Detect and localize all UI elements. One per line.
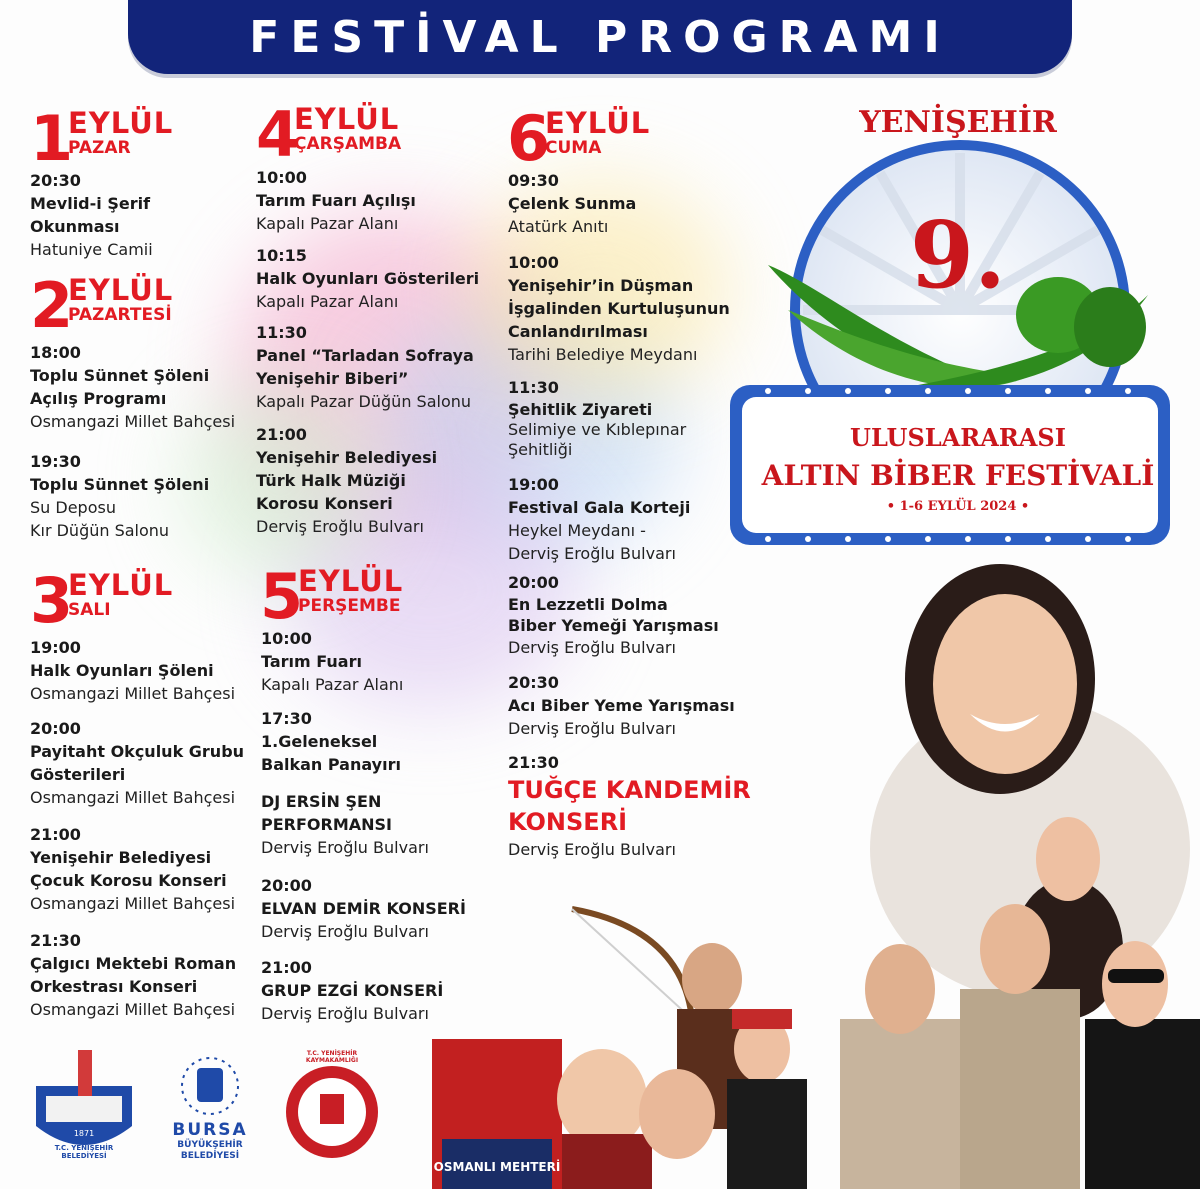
day-number: 4 [256,98,296,171]
day-month: EYLÜL [298,564,404,598]
event-time: 18:00 [30,343,81,362]
badge-town: YENİŞEHİR [859,105,1057,140]
day-number: 2 [30,269,70,342]
building-icon [320,1094,344,1124]
day-month: EYLÜL [294,102,400,136]
event-time: 20:00 [261,876,312,895]
sunglasses-icon [1108,969,1164,983]
artists-photo [840,549,1200,1189]
event-item [261,790,511,859]
event-place: Kapalı Pazar Alanı [256,292,399,311]
event-item [30,170,245,261]
bursa-emblem-icon [197,1068,223,1102]
event-place: Derviş Eroğlu Bulvarı [508,840,676,859]
day-month: EYLÜL [68,273,174,307]
day-name: ÇARŞAMBA [294,134,402,154]
event-time: 20:00 [508,573,559,592]
archer-face [682,943,742,1015]
page-title: FESTİVAL PROGRAMI [249,12,951,63]
event-place: Osmangazi Millet Bahçesi [30,1000,236,1019]
logo-ring-text: T.C. YENİŞEHİR BELEDİYESİ [54,1144,114,1160]
event-place: Kapalı Pazar Düğün Salonu [256,392,472,411]
artist-shirt [1085,1019,1200,1189]
folklore-photo [432,889,862,1189]
event-time: 17:30 [261,709,312,728]
event-item [508,572,738,659]
artist-face [1036,817,1100,901]
event-title: Tarım Fuarı [261,652,362,671]
day-name: PERŞEMBE [298,596,401,616]
event-title: Toplu Sünnet Şöleni [30,475,210,494]
artist-face [865,944,935,1034]
event-time: 10:15 [256,246,307,265]
bursa-main: BURSA [172,1120,248,1140]
event-time: 21:00 [30,825,81,844]
event-item [508,170,738,238]
event-item-headliner [508,752,808,861]
badge-line2: ALTIN BİBER FESTİVALİ [761,459,1155,492]
event-title: Halk Oyunları Gösterileri [256,269,480,288]
event-item [256,167,506,235]
event-title: ELVAN DEMİR KONSERİ [261,899,466,918]
logo-year: 1871 [73,1129,95,1138]
artist-face [980,904,1050,994]
dancer-headdress [732,1009,792,1029]
event-place: Kapalı Pazar Alanı [261,675,404,694]
event-place: Osmangazi Millet Bahçesi [30,412,236,431]
event-place: Kapalı Pazar Alanı [256,214,399,233]
event-place: Tarihi Belediye Meydanı [508,345,698,364]
event-title: DJ ERSİN ŞEN PERFORMANSI [261,792,392,834]
day-header-3 [30,564,230,637]
dancer-costume [727,1079,807,1189]
event-time: 10:00 [256,168,307,187]
event-item [261,628,511,696]
day-number: 1 [30,102,70,175]
event-title: Yenişehir Belediyesi Çocuk Korosu Konseri [30,848,227,890]
event-item [256,424,506,538]
event-item [508,377,738,460]
day-month: EYLÜL [68,568,174,602]
event-time: 21:30 [30,931,81,950]
event-item [256,245,506,313]
event-item [30,637,245,705]
event-title: GRUP EZGİ KONSERİ [261,981,444,1000]
header-banner [128,0,1072,74]
event-item [30,718,245,809]
event-title: Çalgıcı Mektebi Roman Orkestrası Konseri [30,954,237,996]
artist-suit [960,989,1080,1189]
day-header-4 [256,98,476,171]
event-time: 11:30 [256,323,307,342]
child-face [639,1069,715,1159]
event-title: Çelenk Sunma [508,194,637,213]
event-time: 20:30 [30,171,81,190]
day-number: 5 [260,560,300,633]
event-title: Mevlid-i Şerif Okunması [30,194,151,236]
bell-pepper-icon [1074,287,1146,367]
event-title: Yenişehir’in Düşman İşgalinden Kurtuluşunun Canlandırılması [508,276,730,341]
event-place: Derviş Eroğlu Bulvarı [508,719,676,738]
singer-face [933,594,1077,774]
badge-edition: 9. [909,201,1007,309]
logo-bursa-buyuksehir [170,1056,250,1181]
event-place: Su Deposu Kır Düğün Salonu [30,498,170,540]
badge-line1: ULUSLARARASI [850,423,1066,452]
event-time: 20:30 [508,673,559,692]
event-place: Derviş Eroğlu Bulvarı [508,638,676,657]
event-time: 10:00 [508,253,559,272]
event-item [30,342,245,433]
event-place: Osmangazi Millet Bahçesi [30,684,236,703]
bursa-sub: BÜYÜKŞEHİR BELEDİYESİ [177,1140,243,1161]
event-item [508,252,738,366]
event-title: Panel “Tarladan Sofraya Yenişehir Biberi” [256,346,474,388]
event-title: Tarım Fuarı Açılışı [256,191,416,210]
child-costume [562,1134,652,1189]
event-place: Atatürk Anıtı [508,217,609,236]
logo-yenisehir-belediyesi [32,1046,136,1161]
event-place: Heykel Meydanı - Derviş Eroğlu Bulvarı [508,521,676,563]
event-time: 19:00 [30,638,81,657]
day-name: PAZAR [68,138,131,158]
event-time: 10:00 [261,629,312,648]
event-title: Halk Oyunları Şöleni [30,661,214,680]
event-title: Payitaht Okçuluk Grubu Gösterileri [30,742,245,784]
event-time: 21:00 [261,958,312,977]
festival-badge [728,95,1188,550]
day-number: 3 [30,564,70,637]
event-title: Acı Biber Yeme Yarışması [508,696,735,715]
event-item [30,451,245,542]
event-place: Osmangazi Millet Bahçesi [30,894,236,913]
event-place: Hatuniye Camii [30,240,153,259]
event-item [30,824,245,915]
day-month: EYLÜL [68,106,174,140]
event-time: 19:30 [30,452,81,471]
mehter-label: OSMANLI MEHTERİ [433,1160,561,1174]
day-number: 6 [507,102,547,175]
event-item [256,322,506,413]
day-name: SALI [68,600,111,620]
event-title: Şehitlik Ziyareti [508,400,653,419]
logo-kaymakamlik [282,1050,382,1172]
day-name: CUMA [545,138,602,158]
event-place: Selimiye ve Kıblepınar Şehitliği [508,420,687,459]
day-name: PAZARTESİ [68,305,172,325]
event-place: Derviş Eroğlu Bulvarı [261,1004,429,1023]
event-title-highlight: TUĞÇE KANDEMİR KONSERİ [508,776,751,836]
event-item [261,708,511,776]
event-title: Festival Gala Korteji [508,498,691,517]
day-header-2 [30,269,230,342]
kaymakam-city: BURSA [316,1134,348,1143]
event-item [30,930,245,1021]
event-item [508,474,738,565]
day-header-6 [507,102,727,175]
event-time: 21:00 [256,425,307,444]
event-time: 11:30 [508,378,559,397]
day-header-5 [260,560,480,633]
event-time: 20:00 [30,719,81,738]
event-title: En Lezzetli Dolma Biber Yemeği Yarışması [508,595,719,635]
day-header-1 [30,102,230,175]
event-time: 19:00 [508,475,559,494]
event-place: Derviş Eroğlu Bulvarı [261,922,429,941]
event-time: 21:30 [508,753,559,772]
artist-face [1102,941,1168,1027]
event-title: Toplu Sünnet Şöleni Açılış Programı [30,366,210,408]
event-title: 1.Geleneksel Balkan Panayırı [261,732,401,774]
badge-dates: • 1-6 EYLÜL 2024 • [886,499,1030,514]
kaymakam-ring: T.C. YENİŞEHİR KAYMAKAMLIĞI [305,1050,359,1064]
day-month: EYLÜL [545,106,651,140]
event-place: Derviş Eroğlu Bulvarı [261,838,429,857]
event-place: Derviş Eroğlu Bulvarı [256,517,424,536]
event-item [508,672,738,740]
event-place: Osmangazi Millet Bahçesi [30,788,236,807]
event-time: 09:30 [508,171,559,190]
event-title: Yenişehir Belediyesi Türk Halk Müziği Korosu Konseri [256,448,438,513]
